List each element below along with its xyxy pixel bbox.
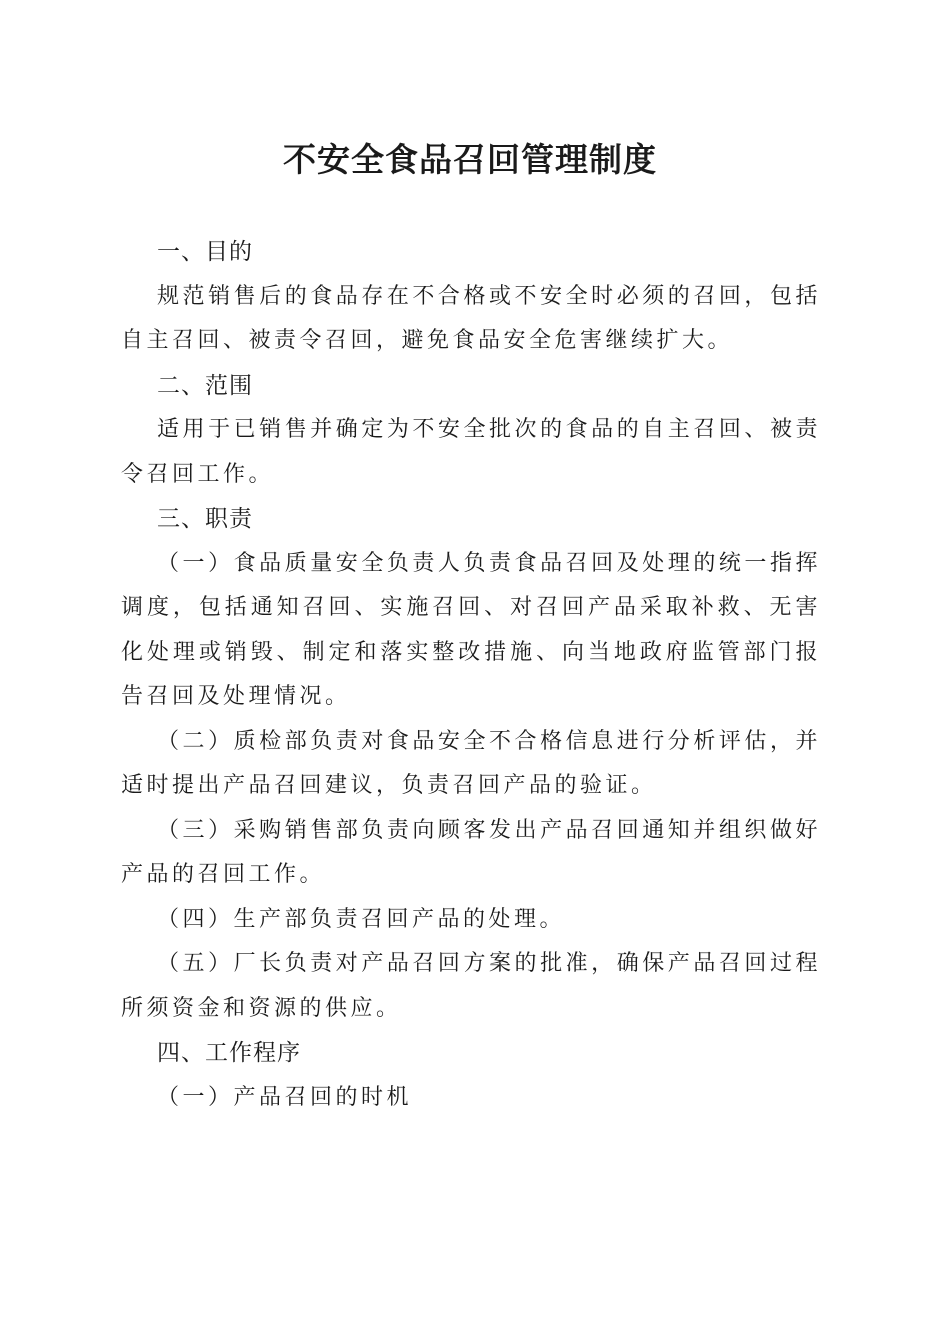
section-heading-responsibilities: 三、职责 (157, 506, 253, 532)
paragraph-responsibility-2: （二）质检部负责对食品安全不合格信息进行分析评估，并适时提出产品召回建议，负责召回产品的验证。 (121, 728, 821, 798)
document-title: 不安全食品召回管理制度 (283, 140, 657, 179)
paragraph-responsibility-4: （四）生产部负责召回产品的处理。 (157, 906, 566, 932)
paragraph-purpose: 规范销售后的食品存在不合格或不安全时必须的召回，包括自主召回、被责令召回，避免食品安全危害继续扩大。 (121, 283, 821, 353)
paragraph-procedure-1: （一）产品召回的时机 (157, 1084, 413, 1110)
section-heading-procedure: 四、工作程序 (157, 1040, 301, 1066)
paragraph-responsibility-3: （三）采购销售部负责向顾客发出产品召回通知并组织做好产品的召回工作。 (121, 817, 821, 887)
document-body (121, 230, 821, 1120)
paragraph-responsibility-5: （五）厂长负责对产品召回方案的批准，确保产品召回过程所须资金和资源的供应。 (121, 951, 821, 1021)
section-heading-purpose: 一、目的 (157, 239, 253, 265)
section-heading-scope: 二、范围 (157, 372, 253, 399)
paragraph-responsibility-1: （一）食品质量安全负责人负责食品召回及处理的统一指挥调度，包括通知召回、实施召回、对召回产品采取补救、无害化处理或销毁、制定和落实整改措施、向当地政府监管部门报告召回及处理情况。 (121, 550, 821, 709)
paragraph-scope: 适用于已销售并确定为不安全批次的食品的自主召回、被责令召回工作。 (121, 417, 821, 487)
